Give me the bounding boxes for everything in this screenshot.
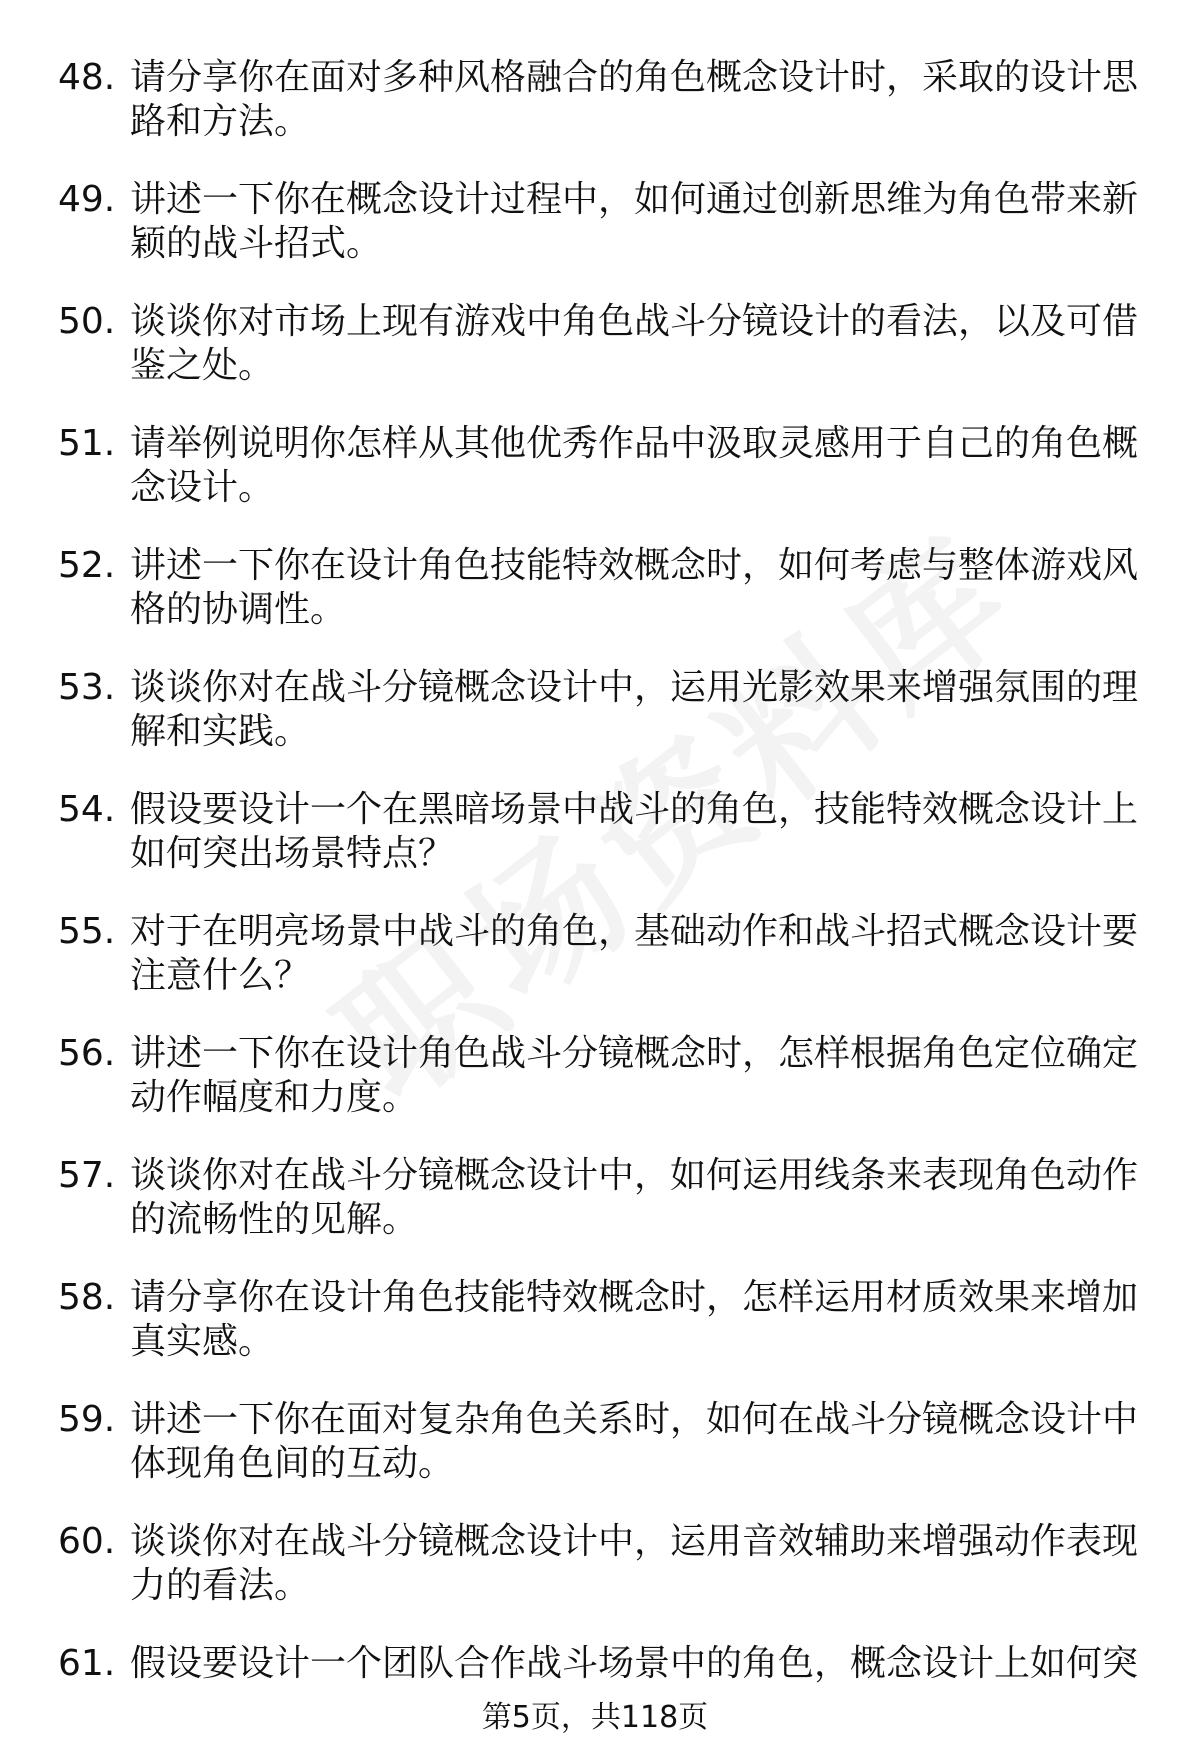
- question-item-60: [58, 1520, 1158, 1608]
- question-number: 59.: [58, 1399, 116, 1440]
- question-list: [58, 56, 1158, 1720]
- question-item-59: [58, 1398, 1158, 1486]
- question-item-49: [58, 178, 1158, 266]
- question-number: 51.: [58, 423, 116, 464]
- question-number: 61.: [58, 1643, 116, 1684]
- question-text: 讲述一下你在设计角色技能特效概念时，如何考虑与整体游戏风格的协调性。: [130, 545, 1139, 630]
- question-text: 谈谈你对在战斗分镜概念设计中，运用音效辅助来增强动作表现力的看法。: [130, 1521, 1139, 1606]
- question-item-56: [58, 1032, 1158, 1120]
- question-number: 55.: [58, 911, 116, 952]
- question-item-48: [58, 56, 1158, 144]
- question-item-54: [58, 788, 1158, 876]
- question-item-57: [58, 1154, 1158, 1242]
- question-item-55: [58, 910, 1158, 998]
- question-text: 假设要设计一个团队合作战斗场景中的角色，概念设计上如何突: [130, 1643, 1139, 1684]
- page-footer: 第5页，共118页: [481, 1700, 709, 1735]
- question-number: 56.: [58, 1033, 116, 1074]
- question-number: 52.: [58, 545, 116, 586]
- question-text: 讲述一下你在概念设计过程中，如何通过创新思维为角色带来新颖的战斗招式。: [130, 179, 1139, 264]
- question-item-52: [58, 544, 1158, 632]
- question-item-58: [58, 1276, 1158, 1364]
- question-number: 49.: [58, 179, 116, 220]
- question-text: 谈谈你对在战斗分镜概念设计中，运用光影效果来增强氛围的理解和实践。: [130, 667, 1139, 752]
- question-item-61: [58, 1642, 1158, 1686]
- question-text: 请分享你在设计角色技能特效概念时，怎样运用材质效果来增加真实感。: [130, 1277, 1139, 1362]
- question-text: 对于在明亮场景中战斗的角色，基础动作和战斗招式概念设计要注意什么？: [130, 911, 1139, 996]
- question-text: 讲述一下你在设计角色战斗分镜概念时，怎样根据角色定位确定动作幅度和力度。: [130, 1033, 1139, 1118]
- question-number: 50.: [58, 301, 116, 342]
- question-number: 48.: [58, 57, 116, 98]
- question-number: 53.: [58, 667, 116, 708]
- question-text: 谈谈你对市场上现有游戏中角色战斗分镜设计的看法，以及可借鉴之处。: [130, 301, 1139, 386]
- question-text: 谈谈你对在战斗分镜概念设计中，如何运用线条来表现角色动作的流畅性的见解。: [130, 1155, 1139, 1240]
- question-item-51: [58, 422, 1158, 510]
- question-number: 57.: [58, 1155, 116, 1196]
- question-text: 假设要设计一个在黑暗场景中战斗的角色，技能特效概念设计上如何突出场景特点？: [130, 789, 1139, 874]
- question-number: 60.: [58, 1521, 116, 1562]
- question-text: 请分享你在面对多种风格融合的角色概念设计时，采取的设计思路和方法。: [130, 57, 1139, 142]
- question-text: 请举例说明你怎样从其他优秀作品中汲取灵感用于自己的角色概念设计。: [130, 423, 1139, 508]
- question-number: 58.: [58, 1277, 116, 1318]
- question-text: 讲述一下你在面对复杂角色关系时，如何在战斗分镜概念设计中体现角色间的互动。: [130, 1399, 1139, 1484]
- question-item-50: [58, 300, 1158, 388]
- question-item-53: [58, 666, 1158, 754]
- question-number: 54.: [58, 789, 116, 830]
